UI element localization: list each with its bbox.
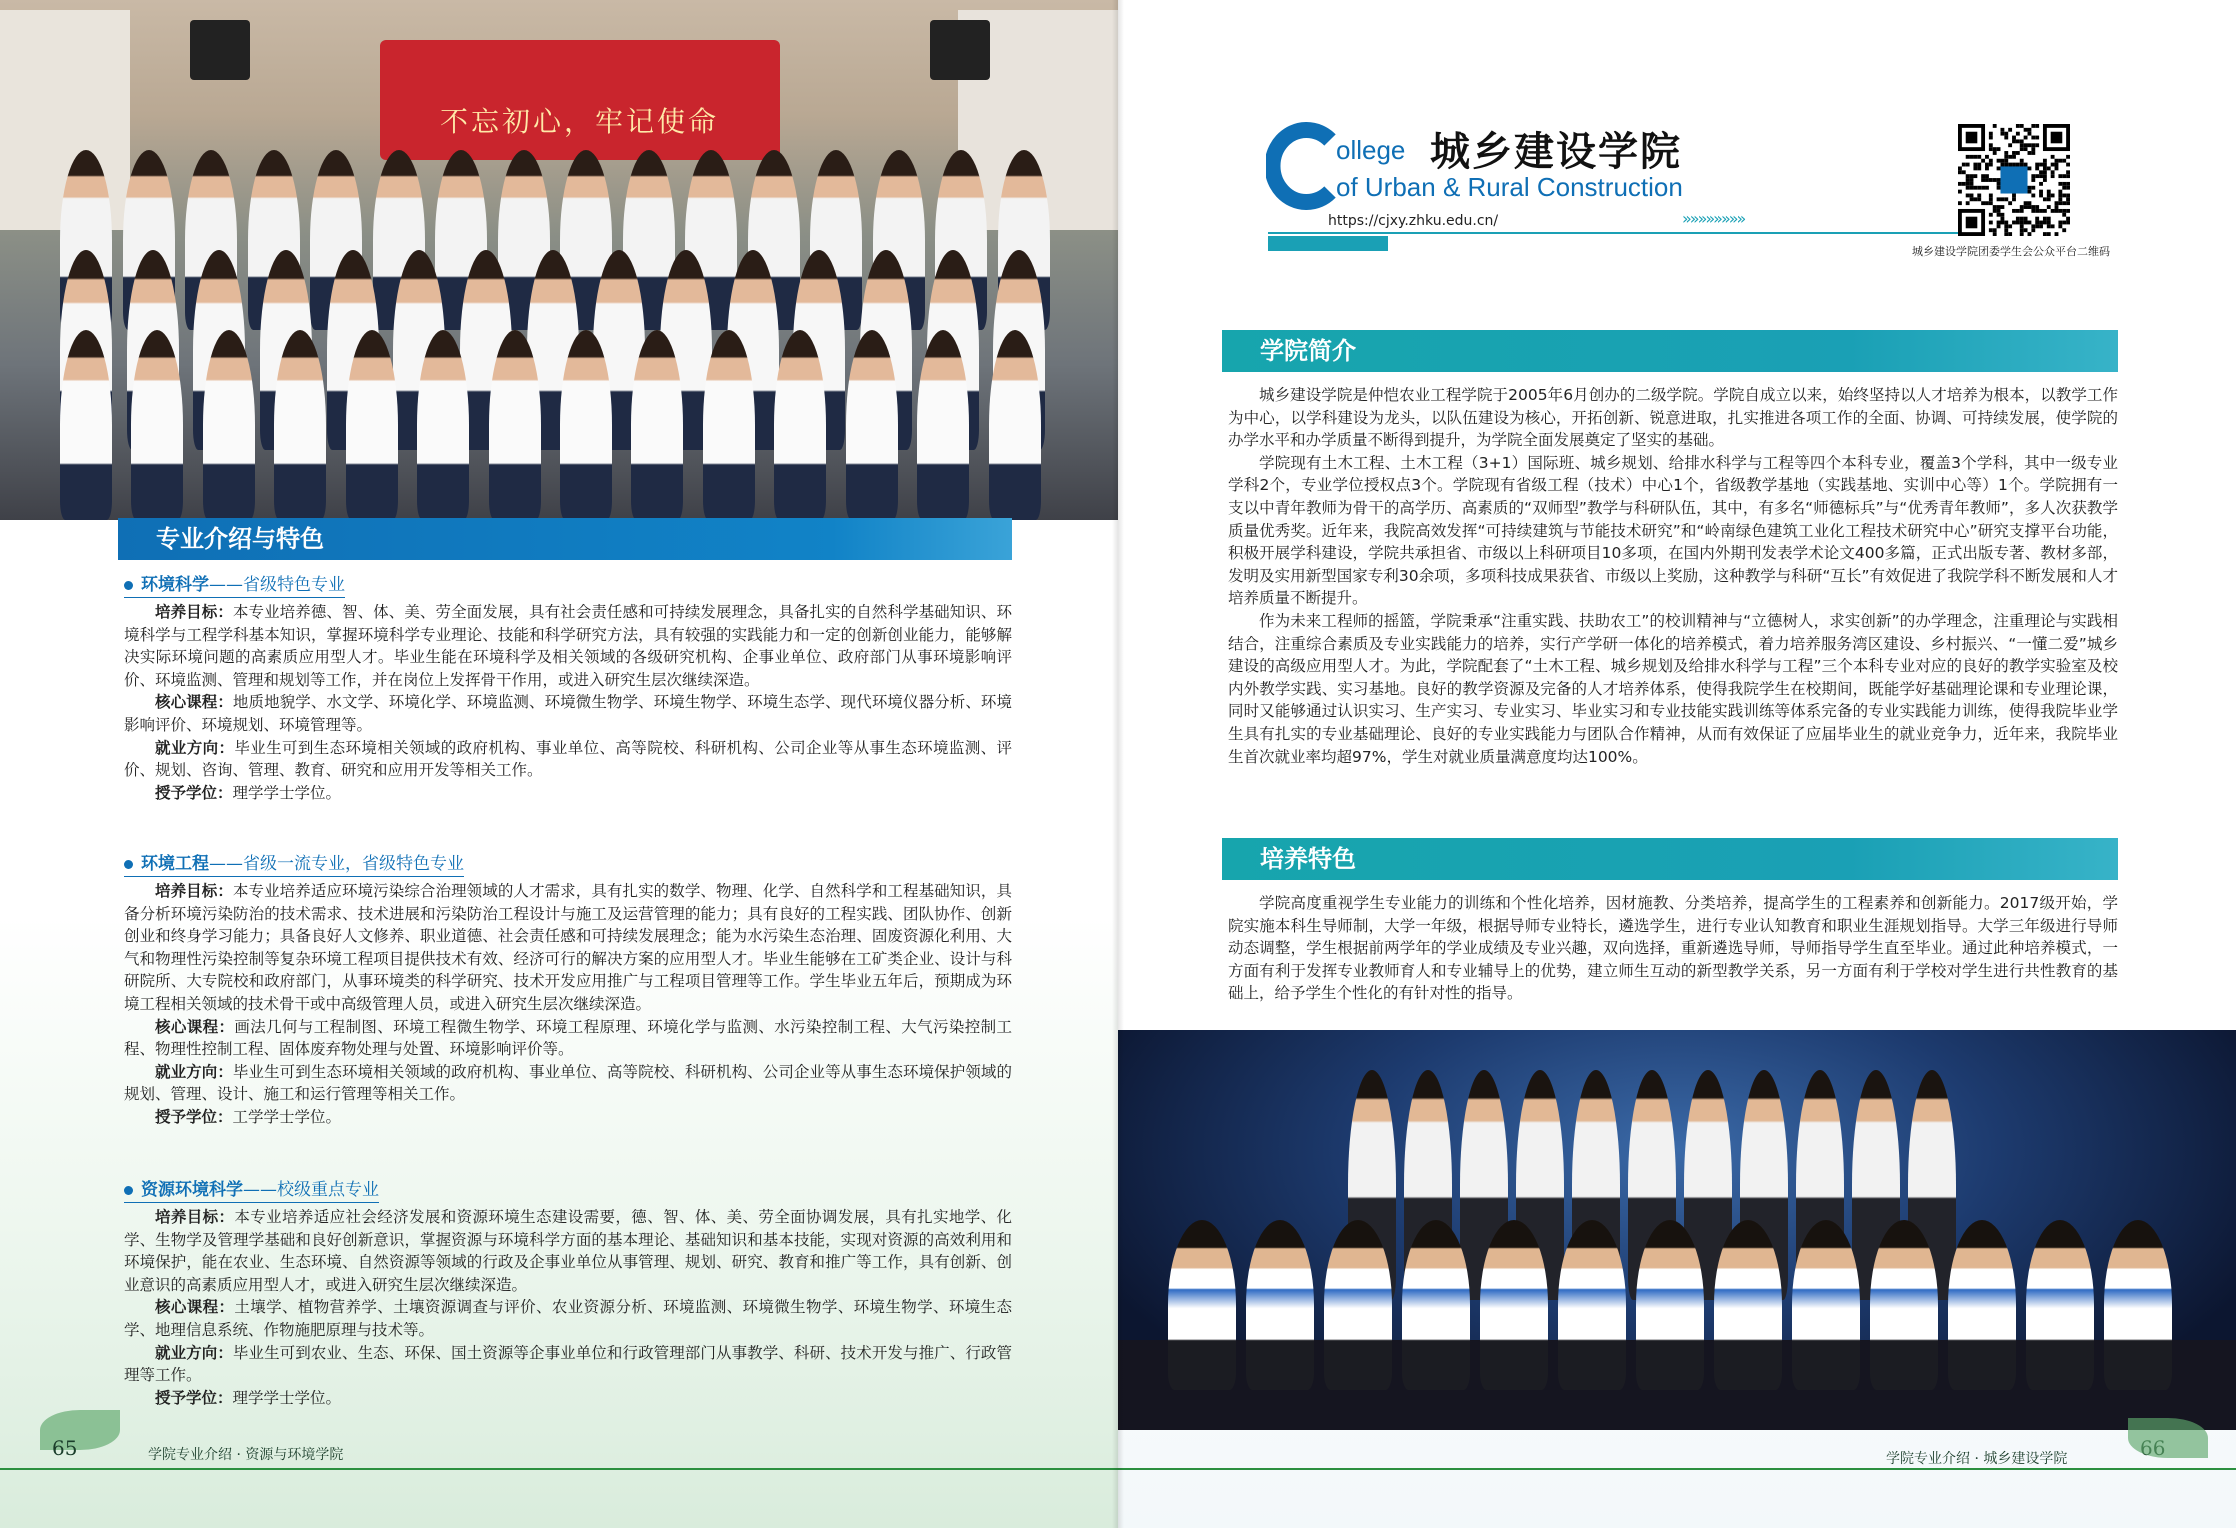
photo-person (560, 330, 612, 520)
section-title-intro: 学院简介 (1222, 330, 2118, 372)
footer-left: 学院专业介绍 · 资源与环境学院 (148, 1447, 344, 1463)
major-body-1: 培养目标：本专业培养德、智、体、美、劳全面发展，具有社会责任感和可持续发展理念，具备扎实的自然科学基础知识、环境科学与工程学科基本知识，掌握环境科学专业理论、技能和科学研究方法，具有较强的实践能力和一定的创新创业能力，能够解决实际环境问题的高素质应用型人才。毕业生能在环境科学及相关领域的各级研究机构、企事业单位、政府部门从事环境影响评价、环境监测、管理和规划等工作，并在岗位上发挥骨干作用，或进入研究生层次继续深造。 核心课程：地质地貌学、水文学、环境化学、环境监测、环境微生物学、环境生物学、环境生态学、现代环境仪器分析、环境影响评价、环境规划、环境管理等。 就业方向：毕业生可到生态环境相关领域的政府机构、事业单位、高等院校、科研机构、公司企业等从事生态环境监测、评价、规划、咨询、管理、教育、研究和应用开发等相关工作。 授予学位：理学学士学位。 (124, 603, 1012, 802)
college-url[interactable]: https://cjxy.zhku.edu.cn/ (1328, 213, 1499, 229)
photo-performer (1714, 1220, 1782, 1390)
photo-person (917, 330, 969, 520)
features-body: 学院高度重视学生专业能力的训练和个性化培养，因材施教、分类培养，提高学生的工程素养和创新能力。2017级开始，学院实施本科生导师制，大学一年级，根据导师专业特长，遴选学生，进行专业认知教育和职业生涯规划指导。大学三年级进行导师动态调整，学生根据前两学年的学业成绩及专业兴趣，双向选择，重新遴选导师，导师指导学生直至毕业。通过此种培养模式，一方面有利于发挥专业教师育人和专业辅导上的优势，建立师生互动的新型教学关系，另一方面有利于学校对学生进行共性教育的基础上，给予学生个性化的有针对性的指导。 (1228, 894, 2118, 1003)
photo-performer (2104, 1220, 2172, 1390)
photo-person (774, 330, 826, 520)
section-title-majors: 专业介绍与特色 (118, 518, 1012, 560)
bullet-icon (124, 1186, 133, 1195)
leaf-decoration (2128, 1418, 2208, 1458)
photo-person (346, 330, 398, 520)
qr-caption: 城乡建设学院团委学生会公众平台二维码 (1912, 245, 2110, 258)
photo-person (989, 330, 1041, 520)
college-logo-icon (1266, 120, 1346, 210)
major-body-2: 培养目标：本专业培养适应环境污染综合治理领域的人才需求，具有扎实的数学、物理、化学、自然科学和工程基础知识，具备分析环境污染防治的技术需求、技术进展和污染防治工程设计与施工及运营管理的能力；具有良好的工程实践、团队协作、创新创业和终身学习能力；具备良好人文修养、职业道德、社会责任感和可持续发展理念；能为水污染生态治理、固废资源化利用、大气和物理性污染控制等复杂环境工程项目提供技术有效、经济可行的解决方案的应用型人才。毕业生能够在工矿类企业、设计与科研院所、大专院校和政府部门，从事环境类的科学研究、技术开发应用推广与工程项目管理等工作。学生毕业五年后，预期成为环境工程相关领域的技术骨干或中高级管理人员，或进入研究生层次继续深造。 核心课程：画法几何与工程制图、环境工程微生物学、环境工程原理、环境化学与监测、水污染控制工程、大气污染控制工程、物理性控制工程、固体废弃物处理与处置、环境影响评价等。 就业方向：毕业生可到生态环境相关领域的政府机构、事业单位、高等院校、科研机构、公司企业等从事生态环境保护领域的规划、管理、设计、施工和运行管理等相关工作。 授予学位：工学学士学位。 (124, 882, 1012, 1126)
footer-right: 学院专业介绍 · 城乡建设学院 (1886, 1451, 2068, 1467)
right-page (1118, 0, 2236, 1528)
college-name-cn: 城乡建设学院 (1430, 128, 1682, 175)
photo-performer (1948, 1220, 2016, 1390)
photo-performer (1792, 1220, 1860, 1390)
qr-code-icon (1958, 124, 2070, 236)
photo-performer (1168, 1220, 1236, 1390)
photo-person (703, 330, 755, 520)
college-name-en: of Urban & Rural Construction (1336, 172, 1683, 202)
book-spine (1112, 0, 1124, 1528)
logo-word: ollege (1336, 135, 1406, 165)
photo-performer (1480, 1220, 1548, 1390)
photo-performer (2026, 1220, 2094, 1390)
major-body-3: 培养目标：本专业培养适应社会经济发展和资源环境生态建设需要，德、智、体、美、劳全面协调发展，具有扎实地学、化学、生物学及管理学基础和良好创新意识，掌握资源与环境科学方面的基本理论、基础知识和基本技能，实现对资源的高效利用和环境保护，能在农业、生态环境、自然资源等领域的行政及企事业单位从事管理、规划、研究、教育和推广等工作，具有创新、创业意识的高素质应用型人才，或进入研究生层次继续深造。 核心课程：土壤学、植物营养学、土壤资源调查与评价、农业资源分析、环境监测、环境微生物学、环境生物学、环境生态学、地理信息系统、作物施肥原理与技术等。 就业方向：毕业生可到农业、生态、环保、国土资源等企事业单位和行政管理部门从事教学、科研、技术开发与推广、行政管理等工作。 授予学位：理学学士学位。 (124, 1208, 1012, 1407)
major-heading-3: 资源环境科学——校级重点专业 (124, 1175, 379, 1203)
bullet-icon (124, 860, 133, 869)
section-title-features: 培养特色 (1222, 838, 2118, 880)
intro-body: 城乡建设学院是仲恺农业工程学院于2005年6月创办的二级学院。学院自成立以来，始终坚持以人才培养为根本，以教学工作为中心，以学科建设为龙头，以队伍建设为核心，开拓创新、锐意进取，扎实推进各项工作的全面、协调、可持续发展，使学院的办学水平和办学质量不断得到提升，为学院全面发展奠定了坚实的基础。 学院现有土木工程、土木工程（3+1）国际班、城乡规划、给排水科学与工程等四个本科专业，覆盖3个学科，其中一级专业学科2个，专业学位授权点3个。学院现有省级工程（技术）中心1个，省级教学基地（实践基地、实训中心等）1个。学院拥有一支以中青年教师为骨干的高学历、高素质的“双师型”教学与科研队伍，其中，有多名“师德标兵”与“优秀青年教师”，多人次获教学质量优秀奖。近年来，我院高效发挥“可持续建筑与节能技术研究”和“岭南绿色建筑工业化工程技术研究中心”研究支撑平台功能，积极开展学科建设，学院共承担省、市级以上科研项目10多项，在国内外期刊发表学术论文400多篇，正式出版专著、教材多部，发明及实用新型国家专利30余项，多项科技成果获省、市级以上奖励，这种教学与科研“互长”有效促进了我院学科不断发展和人才培养质量不断提升。 作为未来工程师的摇篮，学院秉承“注重实践、扶助农工”的校训精神与“立德树人，求实创新”的办学理念，注重理论与实践相结合，注重综合素质及专业实践能力的培养，实行产学研一体化的培养模式，着力培养服务湾区建设、乡村振兴、“一懂二爱”城乡建设的高级应用型人才。为此，学院配套了“土木工程、城乡规划及给排水科学与工程”三个本科专业对应的良好的教学实验室及校内外教学实践、实习基地。良好的教学资源及完备的人才培养体系，使得我院学生在校期间，既能学好基础理论课和专业理论课，同时又能够通过认识实习、生产实习、专业实习、毕业实习和专业技能实践训练等体系完备的专业实践能力训练，使得我院毕业学生具有扎实的专业基础理论、良好的专业实践能力与团队合作精神，从而有效保证了应届毕业生的就业竞争力，近年来，我院毕业生首次就业率均超97%，学生对就业质量满意度均达100%。 (1228, 386, 2118, 766)
photo-person (274, 330, 326, 520)
major-heading-2: 环境工程——省级一流专业，省级特色专业 (124, 849, 464, 877)
photo-performer (1246, 1220, 1314, 1390)
photo-performer (1324, 1220, 1392, 1390)
bullet-icon (124, 581, 133, 590)
photo-performer (1558, 1220, 1626, 1390)
photo-banner-text: 不忘初心，牢记使命 (440, 105, 720, 138)
photo-person (417, 330, 469, 520)
photo-person (631, 330, 683, 520)
page-number-left: 65 (52, 1436, 78, 1460)
photo-performer (1636, 1220, 1704, 1390)
stage-photo (1118, 1030, 2236, 1430)
photo-person (846, 330, 898, 520)
photo-performer (1402, 1220, 1470, 1390)
group-photo (0, 0, 1118, 520)
arrow-decoration: »»»»»»»» (1682, 209, 1745, 228)
photo-person (203, 330, 255, 520)
photo-person (131, 330, 183, 520)
photo-person (489, 330, 541, 520)
photo-person (60, 330, 112, 520)
major-heading-1: 环境科学——省级特色专业 (124, 570, 345, 598)
photo-performer (1870, 1220, 1938, 1390)
